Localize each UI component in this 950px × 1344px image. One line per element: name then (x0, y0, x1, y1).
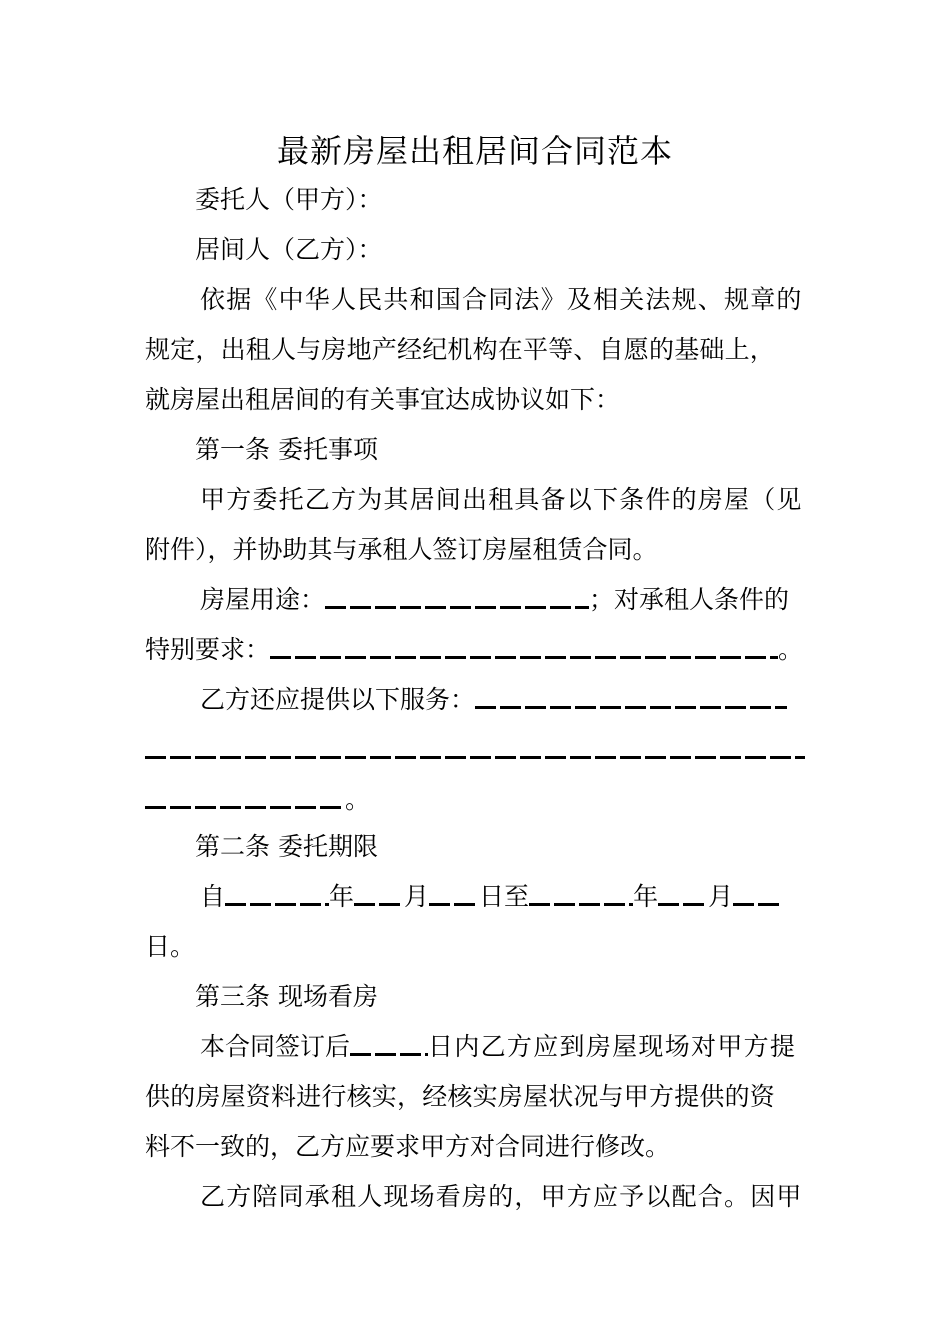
services-line (200, 680, 787, 720)
services-end: 。 (345, 785, 371, 814)
services-label: 乙方还应提供以下服务： (200, 685, 476, 714)
services-blank-3 (145, 806, 345, 809)
house-use-label: 房屋用途： (200, 585, 326, 614)
special-req-end: 。 (778, 635, 804, 664)
end-day-blank (733, 903, 783, 906)
start-day-blank (429, 903, 479, 906)
article-3-heading: 第三条 现场看房 (195, 982, 378, 1011)
article-1-line-2: 附件），并协助其与承租人签订房屋租赁合同。 (145, 535, 658, 564)
document-title: 最新房屋出租居间合同范本 (276, 132, 673, 170)
days-blank (350, 1053, 428, 1056)
party-b-line: 居间人（乙方）： (195, 235, 383, 264)
services-blank-row (145, 730, 805, 770)
house-use-suffix: ；对承租人条件的 (589, 585, 790, 614)
services-blank-row-end (145, 780, 370, 820)
house-use-line (200, 580, 805, 620)
article-3-line-4: 乙方陪同承租人现场看房的，甲方应予以配合。因甲 (200, 1182, 803, 1211)
article-1-line-1: 甲方委托乙方为其居间出租具备以下条件的房屋（见 (200, 485, 803, 514)
start-year-blank (225, 903, 329, 906)
preamble-line-1: 依据《中华人民共和国合同法》及相关法规、规章的 (200, 285, 803, 314)
end-month-blank (658, 903, 708, 906)
preamble-line-2: 规定，出租人与房地产经纪机构在平等、自愿的基础上， (145, 335, 776, 364)
article-3-line-1 (200, 1027, 805, 1067)
term-year-label: 年 (329, 882, 355, 911)
end-year-blank (529, 903, 633, 906)
article-3-line-1-start: 本合同签订后 (200, 1032, 351, 1061)
special-req-line (145, 630, 803, 670)
article-3-line-3: 料不一致的，乙方应要求甲方对合同进行修改。 (145, 1132, 671, 1161)
term-from: 自 (200, 882, 226, 911)
term-month-label: 月 (404, 882, 430, 911)
term-year-label-2: 年 (633, 882, 659, 911)
start-month-blank (354, 903, 404, 906)
article-1-heading: 第一条 委托事项 (195, 435, 378, 464)
special-req-label: 特别要求： (145, 635, 271, 664)
services-blank-2 (145, 756, 805, 759)
article-3-line-1-end: 日内乙方应到房屋现场对甲方提 (428, 1032, 797, 1061)
house-use-blank (325, 606, 589, 609)
term-day-to: 日至 (479, 882, 530, 911)
special-req-blank (270, 656, 778, 659)
article-3-line-2: 供的房屋资料进行核实，经核实房屋状况与甲方提供的资 (145, 1082, 776, 1111)
term-line-end: 日。 (145, 932, 196, 961)
article-2-heading: 第二条 委托期限 (195, 832, 378, 861)
services-blank-1 (475, 706, 787, 709)
term-line (200, 877, 805, 917)
party-a-line: 委托人（甲方）： (195, 185, 383, 214)
preamble-line-3: 就房屋出租居间的有关事宜达成协议如下： (145, 385, 621, 414)
term-month-label-2: 月 (708, 882, 734, 911)
